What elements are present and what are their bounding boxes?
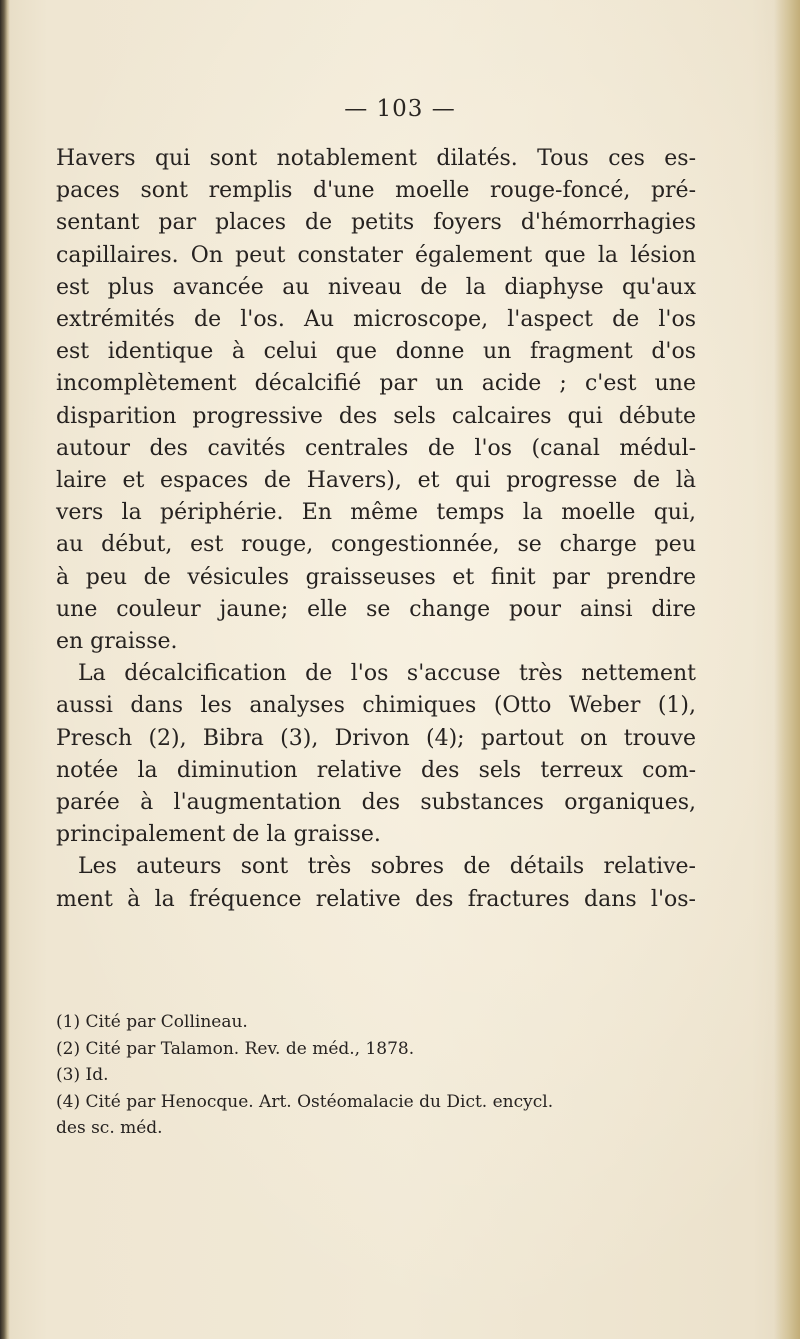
page-binding-edge: [0, 0, 10, 1339]
footnote: (2) Cité par Talamon. Rev. de méd., 1878.: [56, 1038, 415, 1059]
text-line: aussi dans les analyses chimiques (Otto Weber (1),: [56, 693, 696, 719]
text-line: est identique à celui que donne un fragment d'os: [56, 339, 696, 365]
text-line: au début, est rouge, congestionnée, se charge peu: [56, 532, 696, 558]
text-line: une couleur jaune; elle se change pour ainsi dire: [56, 596, 696, 622]
text-line: disparition progressive des sels calcaires qui débute: [56, 403, 696, 429]
text-line: incomplètement décalcifié par un acide ; c'est une: [56, 371, 696, 397]
page-number: — 103 —: [344, 96, 456, 122]
page-outer-edge: [774, 0, 800, 1339]
text-line: laire et espaces de Havers), et qui progresse de là: [56, 468, 696, 494]
text-line: capillaires. On peut constater également que la lésion: [56, 242, 696, 268]
text-line: principalement de la graisse.: [56, 822, 381, 848]
text-line: parée à l'augmentation des substances organiques,: [56, 790, 696, 816]
text-line: sentant par places de petits foyers d'hémorrhagies: [56, 210, 696, 236]
text-line: Presch (2), Bibra (3), Drivon (4); partout on trouve: [56, 725, 696, 751]
text-line: ment à la fréquence relative des fractures dans l'os-: [56, 886, 696, 912]
footnote-continuation: des sc. méd.: [56, 1118, 163, 1138]
text-line: vers la périphérie. En même temps la moelle qui,: [56, 500, 696, 526]
footnotes: [56, 1009, 696, 1142]
footnote: (1) Cité par Collineau.: [56, 1012, 248, 1032]
text-line: La décalcification de l'os s'accuse très nettement: [78, 661, 696, 687]
text-line: Les auteurs sont très sobres de détails relative-: [78, 854, 696, 880]
text-line: Havers qui sont notablement dilatés. Tous ces es-: [56, 146, 696, 171]
text-line: extrémités de l'os. Au microscope, l'aspect de l'os: [56, 307, 696, 333]
footnote: (3) Id.: [56, 1065, 109, 1085]
body-text: [56, 143, 696, 916]
footnote: (4) Cité par Henocque. Art. Ostéomalacie du Dict. encycl.: [56, 1091, 554, 1112]
text-line: est plus avancée au niveau de la diaphyse qu'aux: [56, 274, 696, 300]
text-line: paces sont remplis d'une moelle rouge-foncé, pré-: [56, 178, 696, 204]
text-line: autour des cavités centrales de l'os (canal médul-: [56, 435, 696, 461]
text-line: notée la diminution relative des sels terreux com-: [56, 757, 696, 783]
text-line: à peu de vésicules graisseuses et finit par prendre: [56, 564, 696, 590]
text-line: en graisse.: [56, 629, 178, 655]
